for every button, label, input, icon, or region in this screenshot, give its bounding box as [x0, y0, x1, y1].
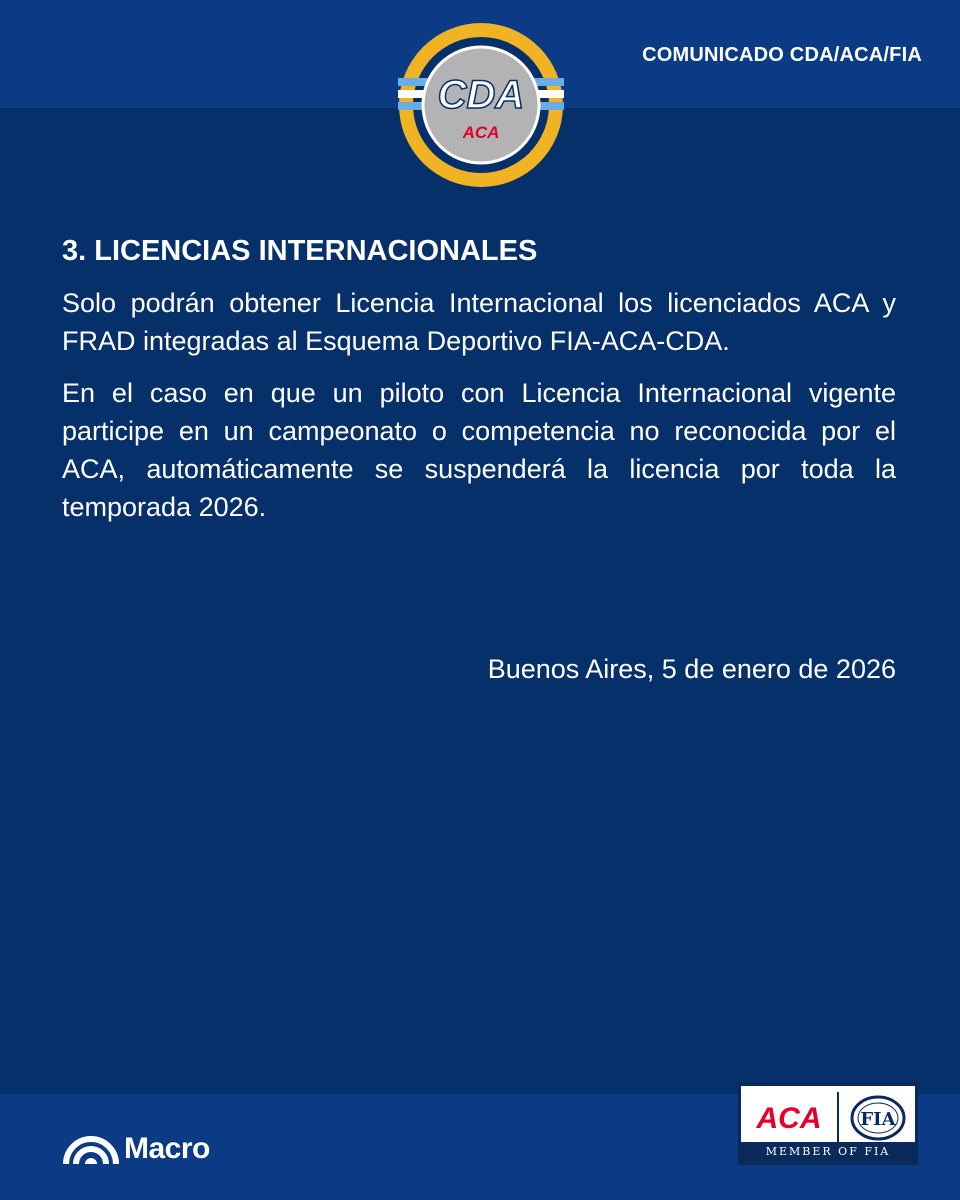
cda-logo-text: CDA	[437, 73, 525, 117]
macro-logo	[62, 1132, 210, 1166]
paragraph-1: Solo podrán obtener Licencia Internacional los licenciados ACA y FRAD integradas al Esquema Deportivo FIA-ACA-CDA.	[62, 288, 896, 356]
cda-logo-subtext: ACA	[462, 123, 500, 142]
signoff-date: Buenos Aires, 5 de enero de 2026	[487, 654, 896, 684]
paragraph-2: En el caso en que un piloto con Licencia Internacional vigente participe en un campeonato o competencia no reconocida por el ACA, automáticamente se suspenderá la licencia por toda la temporada 2026.	[62, 378, 896, 522]
section-heading: 3. LICENCIAS INTERNACIONALES	[62, 235, 538, 267]
content	[62, 232, 896, 540]
cda-logo	[396, 20, 566, 190]
badge-divider	[837, 1092, 839, 1144]
fia-badge-text: FIA	[860, 1109, 896, 1130]
macro-icon	[62, 1132, 120, 1166]
fia-badge-logo	[849, 1094, 907, 1144]
aca-badge-text: ACA	[756, 1102, 822, 1135]
aca-badge-logo	[747, 1098, 831, 1138]
macro-wordmark: Macro	[124, 1132, 210, 1165]
header-title: COMUNICADO CDA/ACA/FIA	[642, 44, 922, 66]
member-of-fia-label: MEMBER OF FIA	[741, 1142, 915, 1162]
aca-fia-badge	[738, 1083, 918, 1165]
